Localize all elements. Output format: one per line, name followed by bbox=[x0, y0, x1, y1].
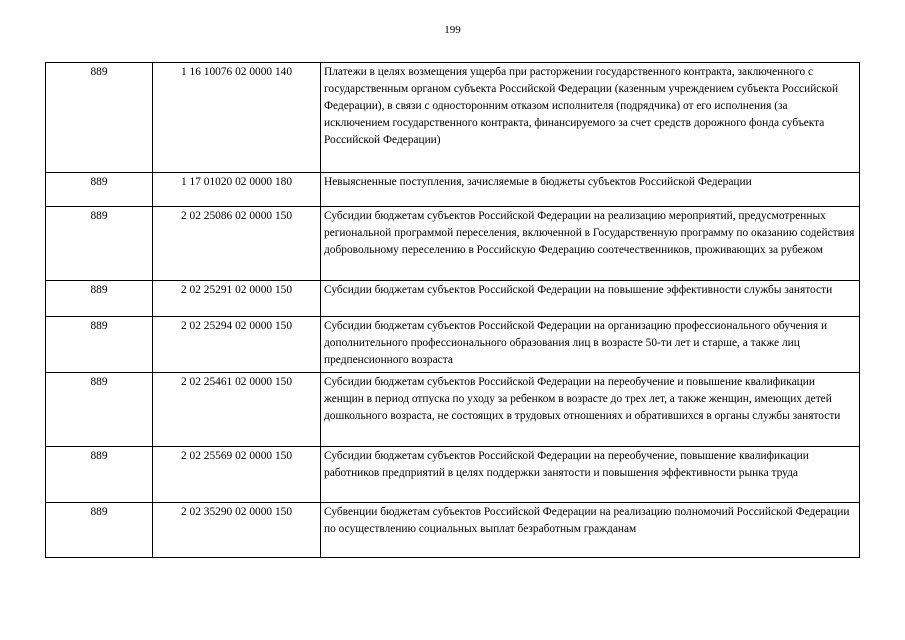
income-code-cell: 2 02 35290 02 0000 150 bbox=[153, 503, 321, 558]
description-cell: Платежи в целях возмещения ущерба при расторжении государственного контракта, заключенного с государственным органом субъекта Российской Федерации (казенным учреждением субъекта Российской Федерации), в связи с односторонним отказом исполнителя (подрядчика) от его исполнения (за исключением государственного контракта, финансируемого за счет средств дорожного фонда субъекта Российской Федерации) bbox=[321, 63, 860, 173]
admin-code-cell: 889 bbox=[46, 317, 153, 373]
description-cell: Субсидии бюджетам субъектов Российской Федерации на переобучение и повышение квалификации женщин в период отпуска по уходу за ребенком в возрасте до трех лет, а также женщин, имеющих детей дошкольного возраста, не состоящих в трудовых отношениях и обратившихся в органы службы занятости bbox=[321, 373, 860, 447]
income-code-cell: 2 02 25291 02 0000 150 bbox=[153, 281, 321, 317]
income-code-cell: 2 02 25294 02 0000 150 bbox=[153, 317, 321, 373]
description-cell: Невыясненные поступления, зачисляемые в бюджеты субъектов Российской Федерации bbox=[321, 173, 860, 207]
admin-code-cell: 889 bbox=[46, 281, 153, 317]
description-cell: Субсидии бюджетам субъектов Российской Федерации на реализацию мероприятий, предусмотренных региональной программой переселения, включенной в Государственную программу по оказанию содействия добровольному переселению в Российскую Федерацию соотечественников, проживающих за рубежом bbox=[321, 207, 860, 281]
table-row bbox=[46, 317, 860, 373]
table-row bbox=[46, 63, 860, 173]
table-row bbox=[46, 173, 860, 207]
budget-codes-table bbox=[45, 62, 860, 558]
income-code-cell: 2 02 25086 02 0000 150 bbox=[153, 207, 321, 281]
table-row bbox=[46, 281, 860, 317]
admin-code-cell: 889 bbox=[46, 447, 153, 503]
admin-code-cell: 889 bbox=[46, 207, 153, 281]
admin-code-cell: 889 bbox=[46, 503, 153, 558]
table-row bbox=[46, 503, 860, 558]
income-code-cell: 1 17 01020 02 0000 180 bbox=[153, 173, 321, 207]
income-code-cell: 1 16 10076 02 0000 140 bbox=[153, 63, 321, 173]
page-number: 199 bbox=[444, 24, 461, 36]
description-cell: Субсидии бюджетам субъектов Российской Федерации на повышение эффективности службы занятости bbox=[321, 281, 860, 317]
admin-code-cell: 889 bbox=[46, 173, 153, 207]
table-row bbox=[46, 373, 860, 447]
description-cell: Субвенции бюджетам субъектов Российской Федерации на реализацию полномочий Российской Федерации по осуществлению социальных выплат безработным гражданам bbox=[321, 503, 860, 558]
admin-code-cell: 889 bbox=[46, 63, 153, 173]
table-row bbox=[46, 447, 860, 503]
description-cell: Субсидии бюджетам субъектов Российской Федерации на организацию профессионального обучения и дополнительного профессионального образования лиц в возрасте 50-ти лет и старше, а также лиц предпенсионного возраста bbox=[321, 317, 860, 373]
table-row bbox=[46, 207, 860, 281]
income-code-cell: 2 02 25461 02 0000 150 bbox=[153, 373, 321, 447]
admin-code-cell: 889 bbox=[46, 373, 153, 447]
description-cell: Субсидии бюджетам субъектов Российской Федерации на переобучение, повышение квалификации работников предприятий в целях поддержки занятости и повышения эффективности рынка труда bbox=[321, 447, 860, 503]
income-code-cell: 2 02 25569 02 0000 150 bbox=[153, 447, 321, 503]
